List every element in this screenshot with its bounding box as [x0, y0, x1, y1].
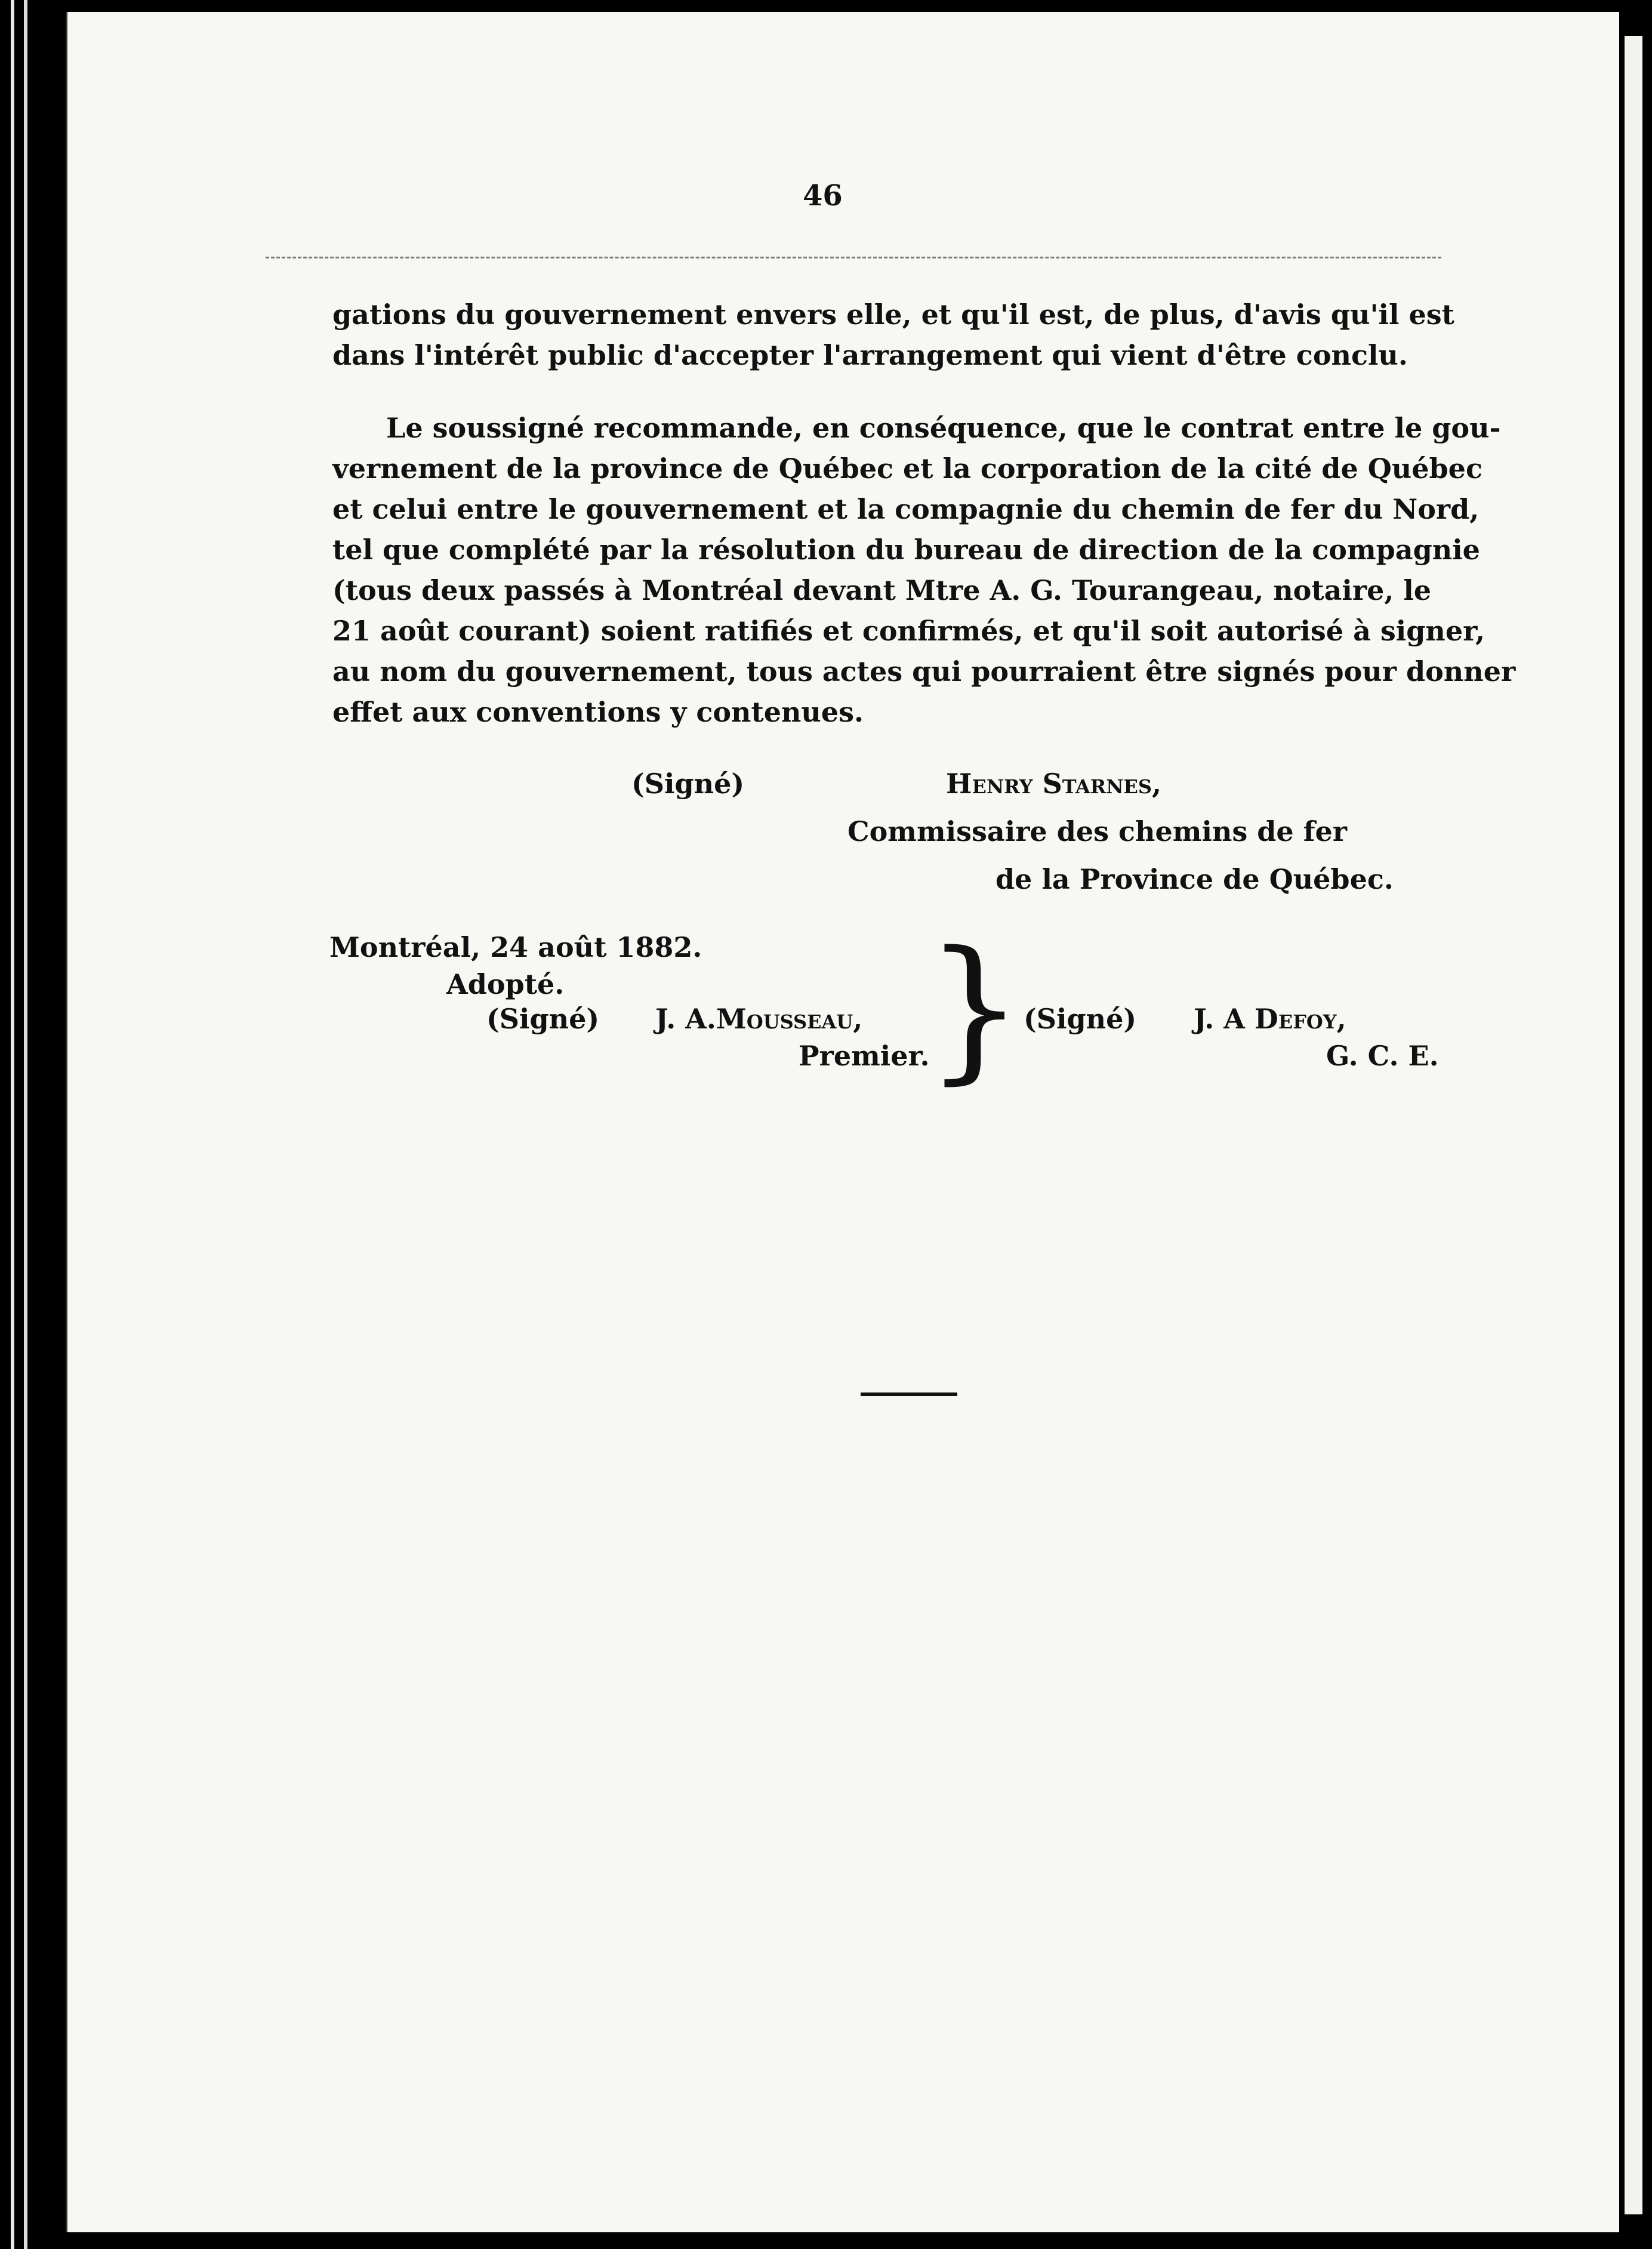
signature1-title-line2: de la Province de Québec.: [995, 863, 1394, 895]
page-edge-left: [0, 0, 66, 2249]
approval-signed-label-left: (Signé): [486, 1003, 600, 1035]
page-edge-right: [1617, 0, 1652, 2249]
paragraph2-line-5: (tous deux passés à Montréal devant Mtre A. G. Tourangeau, notaire, le: [332, 574, 1432, 606]
signature1-name: Henry Starnes,: [946, 768, 1162, 800]
header-rule: [266, 257, 1441, 258]
paragraph2-line-2: vernement de la province de Québec et la corporation de la cité de Québec: [332, 452, 1483, 485]
closing-rule: [861, 1392, 957, 1396]
approval-place-date: Montréal, 24 août 1882.: [329, 931, 702, 963]
paragraph2-line-4: tel que complété par la résolution du bureau de direction de la compagnie: [332, 534, 1480, 566]
approval-name-right: J. A Defoy,: [1194, 1003, 1346, 1035]
paragraph1-line-1: gations du gouvernement envers elle, et qu'il est, de plus, d'avis qu'il est: [332, 298, 1454, 331]
paragraph2-line-8: effet aux conventions y contenues.: [332, 696, 864, 728]
paragraph1-line-2: dans l'intérêt public d'accepter l'arrangement qui vient d'être conclu.: [332, 339, 1408, 371]
paragraph2-line-6: 21 août courant) soient ratifiés et confirmés, et qu'il soit autorisé à signer,: [332, 615, 1485, 647]
paragraph2-line-7: au nom du gouvernement, tous actes qui pourraient être signés pour donner: [332, 655, 1516, 688]
signature1-signed-label: (Signé): [631, 768, 745, 800]
approval-signed-label-right: (Signé): [1024, 1003, 1137, 1035]
paragraph2-line-1: Le soussigné recommande, en conséquence, que le contrat entre le gou-: [386, 412, 1501, 444]
curly-brace: }: [925, 919, 1024, 1099]
approval-title-right: G. C. E.: [1326, 1040, 1439, 1072]
approval-adopted: Adopté.: [446, 968, 565, 1000]
page-number: 46: [803, 179, 843, 212]
signature1-title-line1: Commissaire des chemins de fer: [847, 815, 1348, 848]
approval-title-left: Premier.: [799, 1040, 930, 1072]
approval-name-left: J. A.Mousseau,: [655, 1003, 863, 1035]
paragraph2-line-3: et celui entre le gouvernement et la compagnie du chemin de fer du Nord,: [332, 493, 1480, 525]
